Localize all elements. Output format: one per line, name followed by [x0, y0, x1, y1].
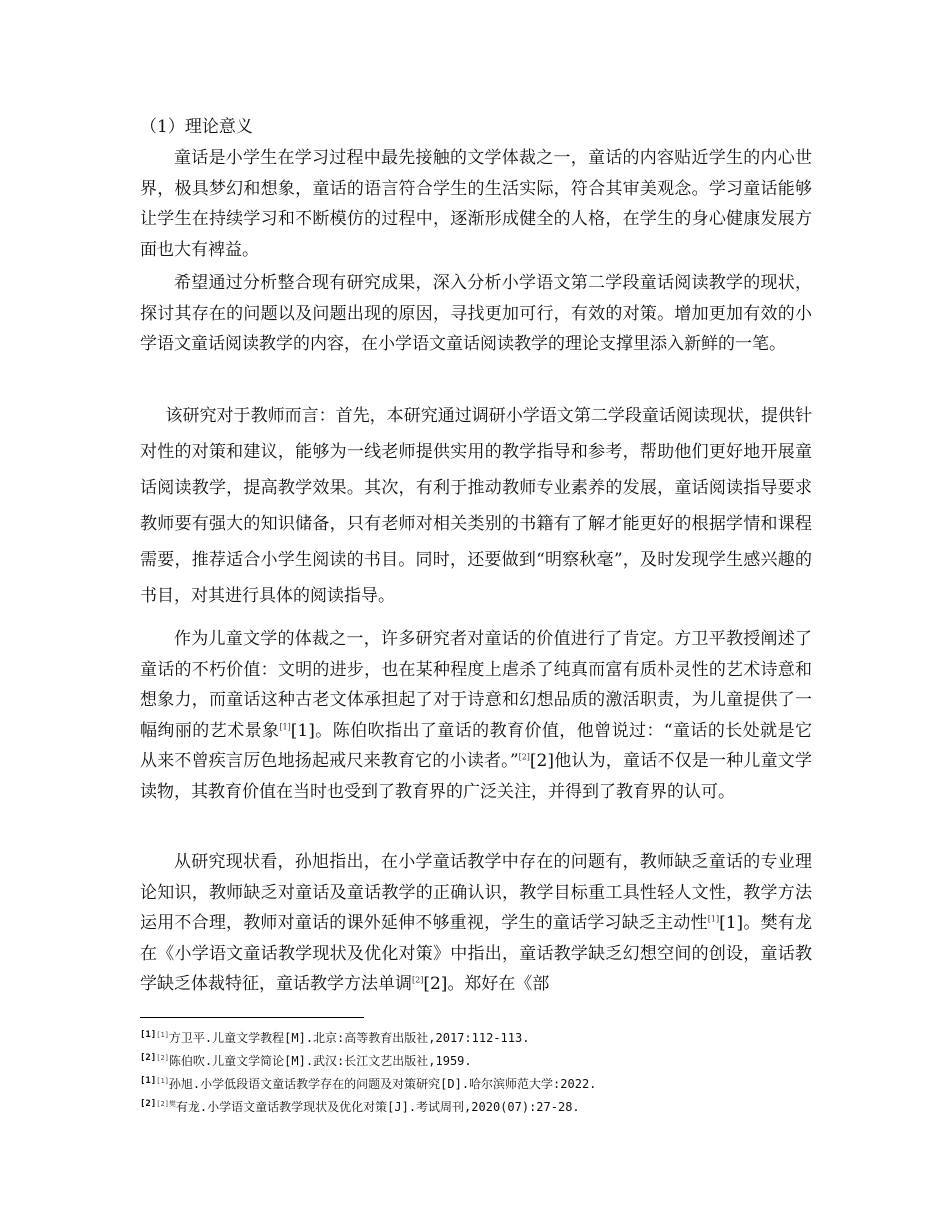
paragraph-1: 童话是小学生在学习过程中最先接触的文学体裁之一，童话的内容贴近学生的内心世界，极具梦幻和想象，童话的语言符合学生的生活实际，符合其审美观念。学习童话能够让学生在持续学习和不断模仿的过程中，逐渐形成健全的人格，在学生的身心健康发展方面也大有裨益。 [140, 148, 812, 260]
paragraph-4-text-c: 他认为，童话不仅是一种儿童文学读物，其教育价值在当时也受到了教育界的广泛关注，并得到了教育界的认可。 [140, 751, 812, 802]
paragraph-4-text-b: 。陈伯吹指出了童话的教育价值，他曾说过：“童话的长处就是它从来不曾疾言厉色地扬起戒尺来教育它的小读者。” [140, 720, 812, 771]
citation-ref[interactable]: [2] [529, 751, 555, 771]
footnote-mark[interactable]: [1] [140, 1076, 157, 1086]
paragraph-4 [140, 624, 812, 807]
paragraph-5 [140, 847, 812, 1000]
citation-sup[interactable]: [1] [279, 721, 291, 731]
paragraph-5-text-b: 。樊有龙在《小学语文童话教学现状及优化对策》中指出，童话教学缺乏幻想空间的创设，童话教学缺乏体裁特征，童话教学方法单调 [140, 913, 813, 994]
footnote-submark: [2]樊 [156, 1100, 176, 1108]
section-heading: （1）理论意义 [140, 117, 253, 137]
footnote-submark: [1] [156, 1077, 169, 1085]
footnote-1 [140, 1029, 529, 1047]
citation-ref[interactable]: [1] [719, 913, 744, 933]
citation-ref[interactable]: [1] [290, 720, 315, 741]
paragraph-5-text-a: 从研究现状看，孙旭指出，在小学童话教学中存在的问题有，教师缺乏童话的专业理论知识，教师缺乏对童话及童话教学的正确认识，教学目标重工具性轻人文性，教学方法运用不合理，教师对童话的课外延伸不够重视，学生的童话学习缺乏主动性 [140, 852, 812, 933]
footnote-mark[interactable]: [2] [140, 1099, 157, 1109]
footnote-submark: [2] [156, 1054, 169, 1062]
footnote-2 [140, 1052, 472, 1070]
footnote-3 [140, 1075, 596, 1093]
citation-sup[interactable]: [2] [518, 752, 530, 762]
footnote-text: 陈伯吹.儿童文学简论[M].武汉:长江文艺出版社,1959. [168, 1054, 472, 1068]
paragraph-2: 希望通过分析整合现有研究成果，深入分析小学语文第二学段童话阅读教学的现状，探讨其存在的问题以及问题出现的原因，寻找更加可行，有效的对策。增加更加有效的小学语文童话阅读教学的内容，在小学语文童话阅读教学的理论支撑里添入新鲜的一笔。 [140, 273, 812, 354]
footnote-submark: [1] [156, 1031, 169, 1039]
footnote-4 [140, 1098, 580, 1116]
paragraph-5-text-c: 。郑好在《部 [447, 974, 550, 994]
footnote-mark[interactable]: [2] [140, 1053, 157, 1063]
citation-ref[interactable]: [2] [423, 974, 448, 994]
paragraph-3: 该研究对于教师而言：首先，本研究通过调研小学语文第二学段童话阅读现状，提供针对性的对策和建议，能够为一线老师提供实用的教学指导和参考，帮助他们更好地开展童话阅读教学，提高教学效果。其次，有利于推动教师专业素养的发展，童话阅读指导要求教师要有强大的知识储备，只有老师对相关类别的书籍有了解才能更好的根据学情和课程需要，推荐适合小学生阅读的书目。同时，还要做到“明察秋毫”，及时发现学生感兴趣的书目，对其进行具体的阅读指导。 [140, 406, 812, 606]
footnote-mark[interactable]: [1] [140, 1030, 157, 1040]
paragraph-4-text-a: 作为儿童文学的体裁之一，许多研究者对童话的价值进行了肯定。方卫平教授阐述了童话的不朽价值：文明的进步，也在某种程度上虐杀了纯真而富有质朴灵性的艺术诗意和想象力，而童话这种古老文体承担起了对于诗意和幻想品质的激活职责，为儿童提供了一幅绚丽的艺术景象 [140, 629, 812, 741]
footnote-text: 有龙.小学语文童话教学现状及优化对策[J].考试周刊,2020(07):27-28. [175, 1100, 580, 1114]
footnote-divider [140, 1017, 364, 1018]
footnote-text: 孙旭.小学低段语文童话教学存在的问题及对策研究[D].哈尔滨师范大学:2022. [168, 1077, 597, 1091]
footnote-text: 方卫平.儿童文学教程[M].北京:高等教育出版社,2017:112-113. [168, 1031, 530, 1045]
citation-sup[interactable]: [1] [707, 914, 720, 924]
citation-sup[interactable]: [2] [412, 975, 424, 985]
